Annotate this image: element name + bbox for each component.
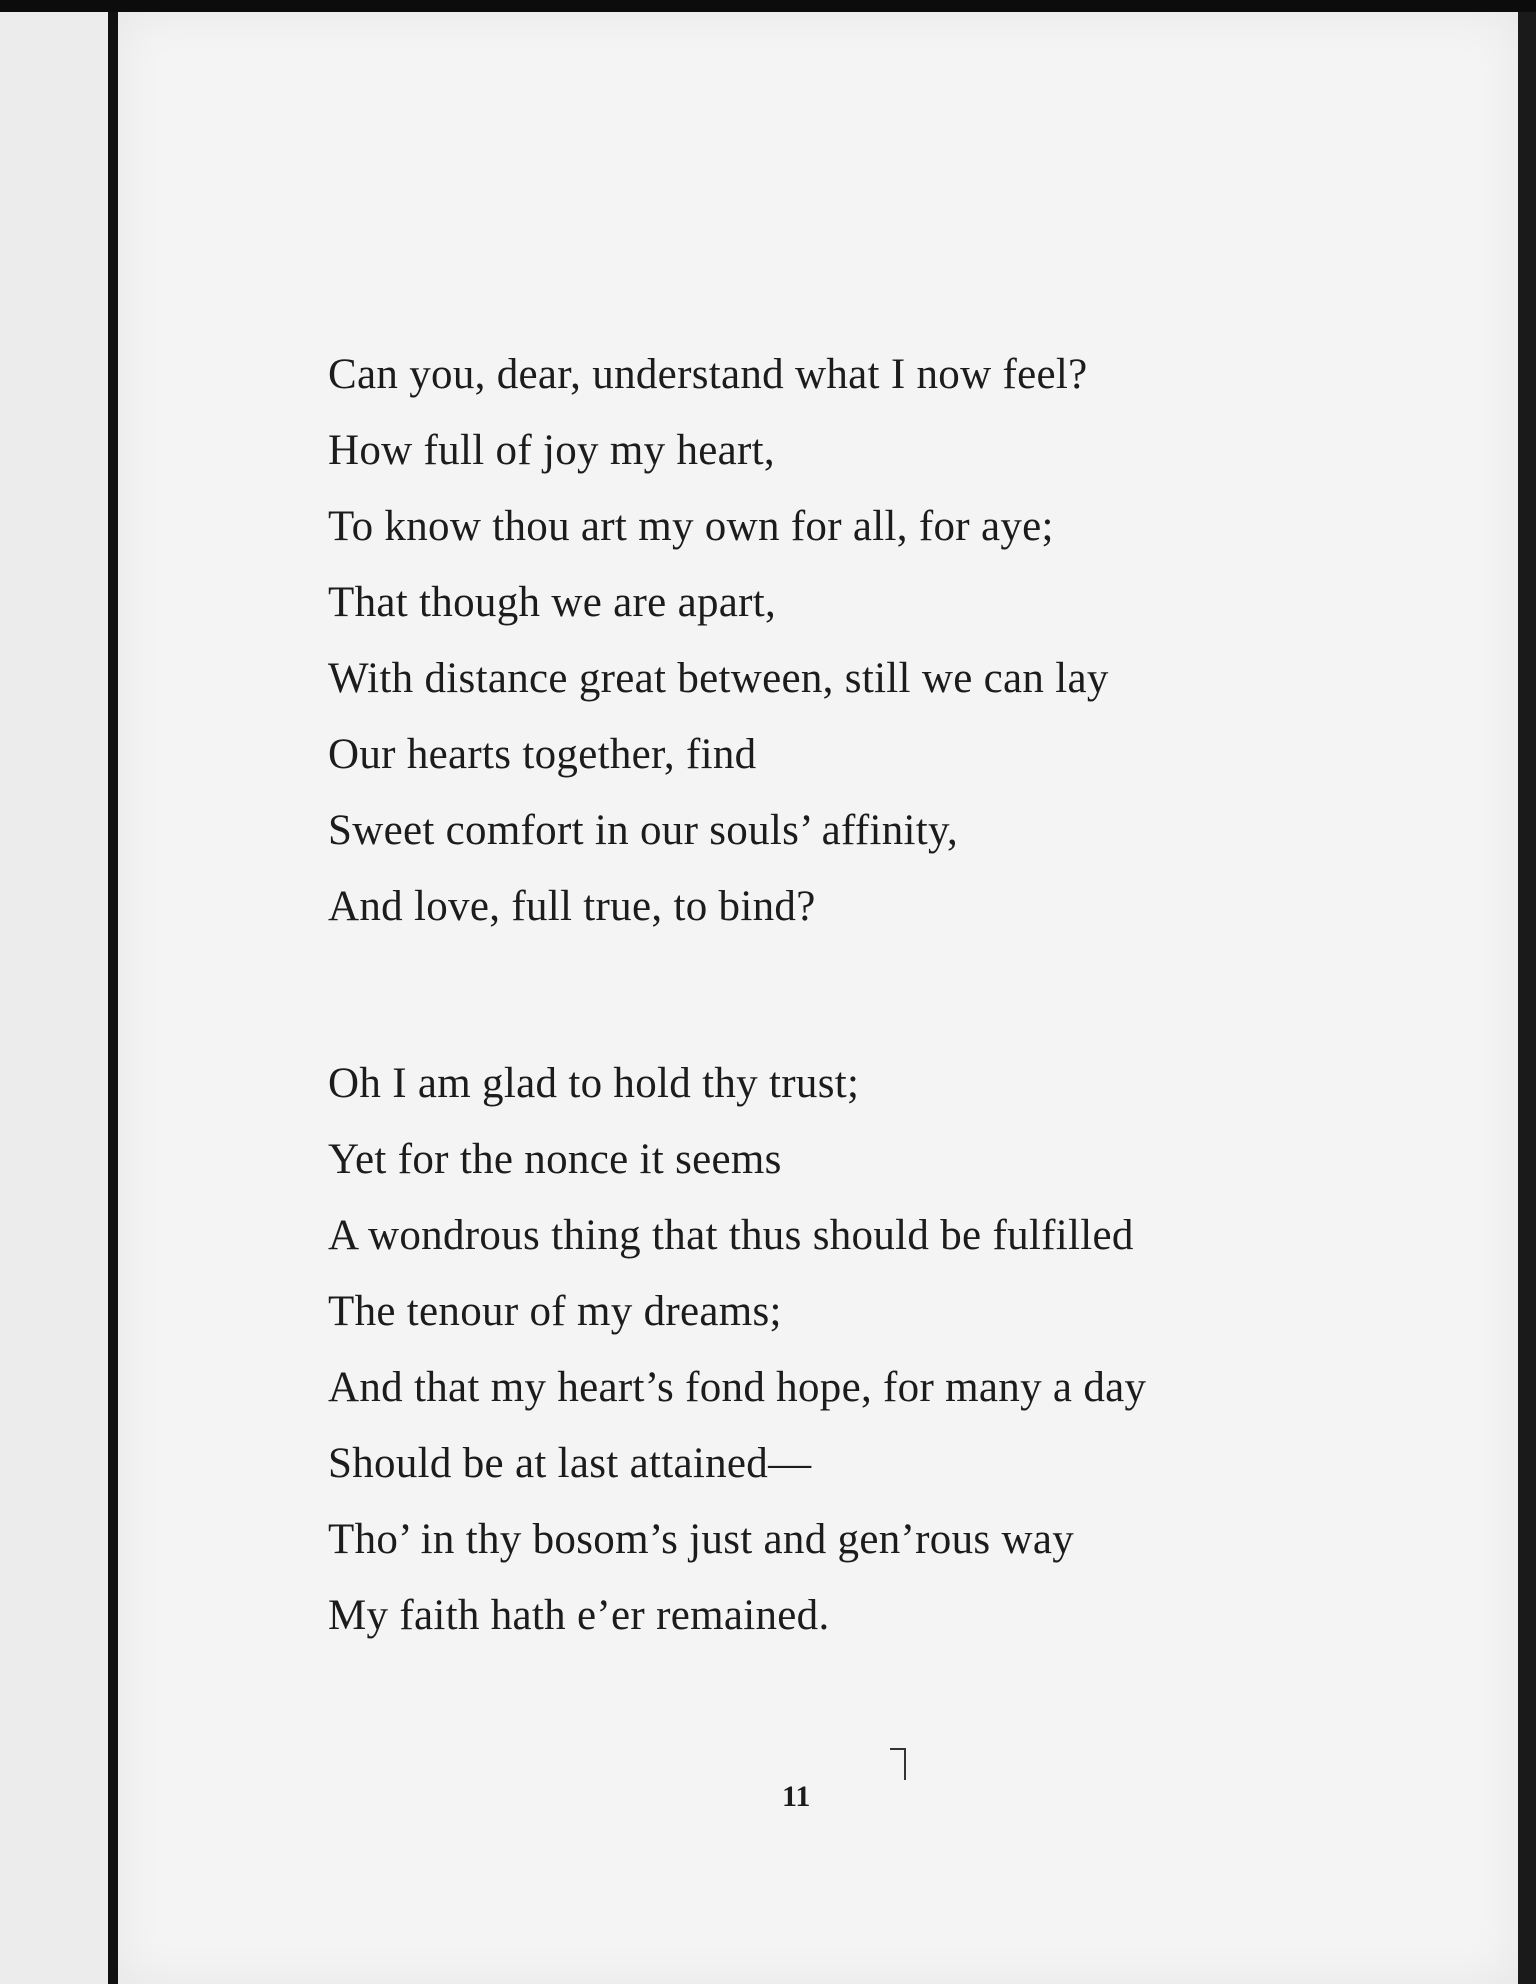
poem-stanza-1: [328, 337, 1109, 945]
poem-line: Tho’ in thy bosom’s just and gen’rous way: [328, 1516, 1075, 1563]
poem-line: Yet for the nonce it seems: [328, 1136, 782, 1183]
poem-line: Sweet comfort in our souls’ affinity,: [328, 807, 959, 854]
poem-line: And love, full true, to bind?: [328, 883, 816, 930]
poem-line: And that my heart’s fond hope, for many a day: [328, 1364, 1147, 1411]
poem-line: My faith hath e’er remained.: [328, 1592, 830, 1639]
book-page: [118, 12, 1518, 1984]
poem-line: Should be at last attained—: [328, 1440, 812, 1487]
poem-line: Can you, dear, understand what I now feel?: [328, 351, 1088, 398]
poem-line: To know thou art my own for all, for aye;: [328, 503, 1054, 550]
poem-line: With distance great between, still we can lay: [328, 655, 1109, 702]
poem-line: Our hearts together, find: [328, 731, 757, 778]
poem-line: Oh I am glad to hold thy trust;: [328, 1060, 860, 1107]
page-number: 11: [782, 1780, 811, 1813]
printer-mark: [890, 1748, 906, 1780]
right-page-edge: [1518, 12, 1536, 1984]
poem-line: How full of joy my heart,: [328, 427, 775, 474]
book-gutter: [108, 12, 118, 1984]
poem-line: The tenour of my dreams;: [328, 1288, 782, 1335]
poem-line: A wondrous thing that thus should be fulfilled: [328, 1212, 1134, 1259]
left-page-margin: [0, 12, 108, 1984]
poem-line: That though we are apart,: [328, 579, 777, 626]
poem-stanza-2: [328, 1046, 1146, 1654]
